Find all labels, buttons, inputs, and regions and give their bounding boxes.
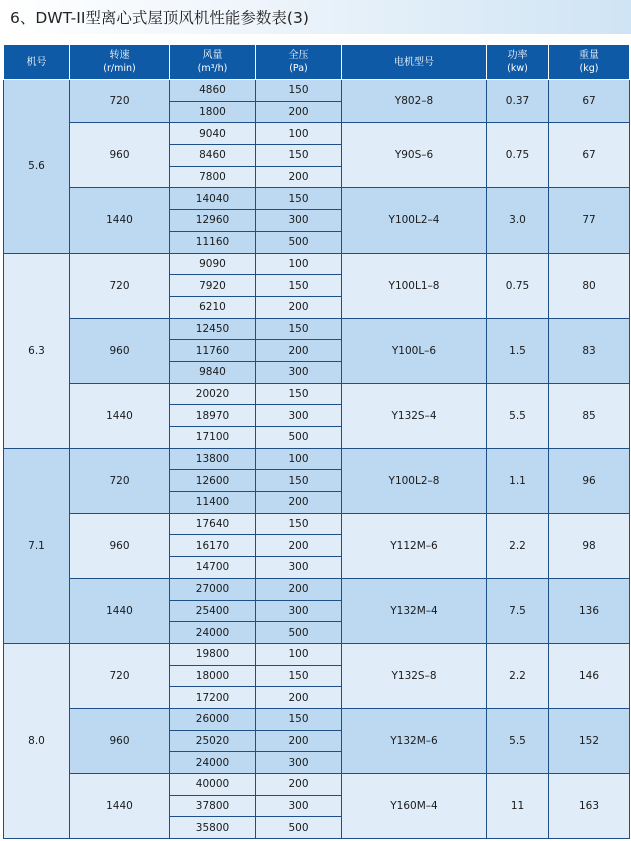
pressure-cell: 150 — [256, 708, 342, 730]
header-airflow: 风量 (m³/h) — [170, 45, 256, 80]
airflow-cell: 40000 — [170, 774, 256, 796]
speed-cell: 1440 — [70, 578, 170, 643]
airflow-cell: 9090 — [170, 253, 256, 275]
table-row — [4, 123, 630, 145]
airflow-cell: 11760 — [170, 340, 256, 362]
airflow-cell: 27000 — [170, 578, 256, 600]
pressure-cell: 200 — [256, 296, 342, 318]
speed-cell: 720 — [70, 253, 170, 318]
motor-model-cell: Y100L–6 — [342, 318, 487, 383]
power-cell: 11 — [487, 774, 549, 839]
weight-cell: 77 — [549, 188, 630, 253]
pressure-cell: 200 — [256, 578, 342, 600]
motor-model-cell: Y100L2–4 — [342, 188, 487, 253]
table-row — [4, 643, 630, 665]
pressure-cell: 300 — [256, 752, 342, 774]
header-speed: 转速 (r/min) — [70, 45, 170, 80]
speed-cell: 1440 — [70, 188, 170, 253]
speed-cell: 720 — [70, 643, 170, 708]
pressure-cell: 300 — [256, 600, 342, 622]
table-row — [4, 318, 630, 340]
speed-cell: 1440 — [70, 383, 170, 448]
pressure-cell: 200 — [256, 166, 342, 188]
power-cell: 2.2 — [487, 513, 549, 578]
airflow-cell: 18000 — [170, 665, 256, 687]
pressure-cell: 300 — [256, 405, 342, 427]
header-pressure: 全压 (Pa) — [256, 45, 342, 80]
motor-model-cell: Y132S–8 — [342, 643, 487, 708]
pressure-cell: 300 — [256, 361, 342, 383]
machine-no-cell: 5.6 — [4, 80, 70, 254]
power-cell: 1.5 — [487, 318, 549, 383]
motor-model-cell: Y112M–6 — [342, 513, 487, 578]
pressure-cell: 150 — [256, 513, 342, 535]
airflow-cell: 7800 — [170, 166, 256, 188]
motor-model-cell: Y132S–4 — [342, 383, 487, 448]
pressure-cell: 150 — [256, 145, 342, 167]
machine-no-cell: 6.3 — [4, 253, 70, 448]
airflow-cell: 35800 — [170, 817, 256, 839]
motor-model-cell: Y132M–4 — [342, 578, 487, 643]
speed-cell: 720 — [70, 80, 170, 123]
airflow-cell: 13800 — [170, 448, 256, 470]
pressure-cell: 300 — [256, 557, 342, 579]
airflow-cell: 24000 — [170, 752, 256, 774]
header-power: 功率 (kw) — [487, 45, 549, 80]
airflow-cell: 9040 — [170, 123, 256, 145]
airflow-cell: 25400 — [170, 600, 256, 622]
motor-model-cell: Y90S–6 — [342, 123, 487, 188]
airflow-cell: 8460 — [170, 145, 256, 167]
pressure-cell: 150 — [256, 470, 342, 492]
pressure-cell: 200 — [256, 101, 342, 123]
pressure-cell: 500 — [256, 427, 342, 449]
pressure-cell: 300 — [256, 795, 342, 817]
table-row — [4, 513, 630, 535]
power-cell: 0.37 — [487, 80, 549, 123]
title-bar — [0, 0, 631, 34]
table-row — [4, 383, 630, 405]
airflow-cell: 12600 — [170, 470, 256, 492]
speed-cell: 960 — [70, 318, 170, 383]
pressure-cell: 150 — [256, 80, 342, 102]
airflow-cell: 24000 — [170, 622, 256, 644]
pressure-cell: 100 — [256, 448, 342, 470]
machine-no-cell: 7.1 — [4, 448, 70, 643]
pressure-cell: 150 — [256, 188, 342, 210]
pressure-cell: 200 — [256, 492, 342, 514]
pressure-cell: 200 — [256, 687, 342, 709]
airflow-cell: 14040 — [170, 188, 256, 210]
weight-cell: 96 — [549, 448, 630, 513]
weight-cell: 67 — [549, 80, 630, 123]
table-row — [4, 80, 630, 102]
speed-cell: 960 — [70, 123, 170, 188]
table-row — [4, 578, 630, 600]
airflow-cell: 4860 — [170, 80, 256, 102]
airflow-cell: 26000 — [170, 708, 256, 730]
table-row — [4, 188, 630, 210]
power-cell: 0.75 — [487, 123, 549, 188]
pressure-cell: 150 — [256, 318, 342, 340]
power-cell: 2.2 — [487, 643, 549, 708]
weight-cell: 83 — [549, 318, 630, 383]
power-cell: 1.1 — [487, 448, 549, 513]
airflow-cell: 25020 — [170, 730, 256, 752]
weight-cell: 85 — [549, 383, 630, 448]
pressure-cell: 150 — [256, 383, 342, 405]
speed-cell: 960 — [70, 513, 170, 578]
power-cell: 3.0 — [487, 188, 549, 253]
header-row — [4, 45, 630, 80]
airflow-cell: 1800 — [170, 101, 256, 123]
power-cell: 5.5 — [487, 708, 549, 773]
airflow-cell: 7920 — [170, 275, 256, 297]
header-machine-no: 机号 — [4, 45, 70, 80]
pressure-cell: 500 — [256, 817, 342, 839]
pressure-cell: 150 — [256, 275, 342, 297]
airflow-cell: 18970 — [170, 405, 256, 427]
weight-cell: 98 — [549, 513, 630, 578]
weight-cell: 146 — [549, 643, 630, 708]
weight-cell: 136 — [549, 578, 630, 643]
pressure-cell: 200 — [256, 340, 342, 362]
airflow-cell: 16170 — [170, 535, 256, 557]
header-motor-model: 电机型号 — [342, 45, 487, 80]
speed-cell: 720 — [70, 448, 170, 513]
motor-model-cell: Y160M–4 — [342, 774, 487, 839]
power-cell: 0.75 — [487, 253, 549, 318]
weight-cell: 152 — [549, 708, 630, 773]
pressure-cell: 100 — [256, 123, 342, 145]
pressure-cell: 500 — [256, 622, 342, 644]
pressure-cell: 100 — [256, 643, 342, 665]
airflow-cell: 11400 — [170, 492, 256, 514]
airflow-cell: 6210 — [170, 296, 256, 318]
airflow-cell: 17640 — [170, 513, 256, 535]
airflow-cell: 12450 — [170, 318, 256, 340]
page-title: 6、DWT-II型离心式屋顶风机性能参数表(3) — [10, 9, 309, 27]
table-row — [4, 774, 630, 796]
pressure-cell: 200 — [256, 774, 342, 796]
airflow-cell: 17100 — [170, 427, 256, 449]
airflow-cell: 17200 — [170, 687, 256, 709]
power-cell: 5.5 — [487, 383, 549, 448]
pressure-cell: 500 — [256, 231, 342, 253]
speed-cell: 960 — [70, 708, 170, 773]
table-row — [4, 448, 630, 470]
airflow-cell: 20020 — [170, 383, 256, 405]
airflow-cell: 19800 — [170, 643, 256, 665]
pressure-cell: 200 — [256, 730, 342, 752]
header-weight: 重量 (kg) — [549, 45, 630, 80]
pressure-cell: 200 — [256, 535, 342, 557]
power-cell: 7.5 — [487, 578, 549, 643]
weight-cell: 80 — [549, 253, 630, 318]
table-header — [4, 45, 630, 80]
table-row — [4, 253, 630, 275]
motor-model-cell: Y802–8 — [342, 80, 487, 123]
pressure-cell: 150 — [256, 665, 342, 687]
table-body — [4, 80, 630, 839]
motor-model-cell: Y132M–6 — [342, 708, 487, 773]
airflow-cell: 9840 — [170, 361, 256, 383]
pressure-cell: 100 — [256, 253, 342, 275]
performance-table — [3, 44, 630, 839]
speed-cell: 1440 — [70, 774, 170, 839]
machine-no-cell: 8.0 — [4, 643, 70, 838]
pressure-cell: 300 — [256, 210, 342, 232]
airflow-cell: 14700 — [170, 557, 256, 579]
airflow-cell: 37800 — [170, 795, 256, 817]
airflow-cell: 11160 — [170, 231, 256, 253]
motor-model-cell: Y100L2–8 — [342, 448, 487, 513]
table-row — [4, 708, 630, 730]
weight-cell: 67 — [549, 123, 630, 188]
motor-model-cell: Y100L1–8 — [342, 253, 487, 318]
airflow-cell: 12960 — [170, 210, 256, 232]
weight-cell: 163 — [549, 774, 630, 839]
